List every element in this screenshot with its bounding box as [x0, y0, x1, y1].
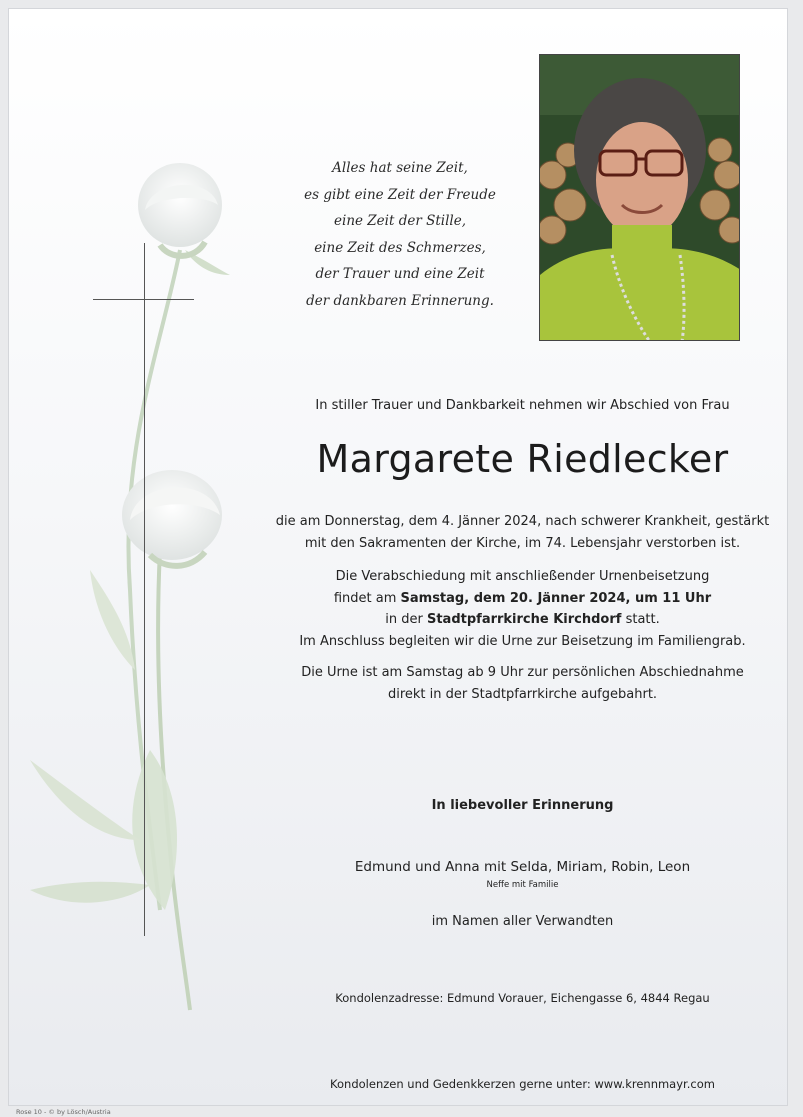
- poem-line: der Trauer und eine Zeit: [315, 266, 485, 283]
- ceremony-date: Samstag, dem 20. Jänner 2024, um 11 Uhr: [400, 590, 712, 606]
- death-notice-line: die am Donnerstag, dem 4. Jänner 2024, nach schwerer Krankheit, gestärkt: [275, 514, 770, 529]
- cross-bar: [93, 299, 194, 300]
- urn-viewing-line: Die Urne ist am Samstag ab 9 Uhr zur persönlichen Abschiednahme: [301, 665, 744, 680]
- ceremony-line: [270, 609, 775, 631]
- ceremony-place-suffix: statt.: [621, 612, 660, 627]
- poem-line: Alles hat seine Zeit,: [332, 160, 468, 176]
- white-rose-icon: [20, 150, 240, 1030]
- poem-line: der dankbaren Erinnerung.: [306, 292, 494, 309]
- footer-credit: Rose 10 - © by Lösch/Austria: [16, 1108, 111, 1116]
- poem: [280, 155, 520, 315]
- portrait-photo: [539, 54, 740, 341]
- poem-line: eine Zeit des Schmerzes,: [314, 239, 486, 256]
- ceremony-info: [270, 566, 775, 652]
- ceremony-line: Im Anschluss begleiten wir die Urne zur Beisetzung im Familiengrab.: [299, 633, 746, 649]
- ceremony-line: [270, 588, 775, 610]
- condolence-website: Kondolenzen und Gedenkkerzen gerne unter: www.krennmayr.com: [330, 1077, 715, 1091]
- poem-line: eine Zeit der Stille,: [334, 213, 466, 230]
- death-notice-line: mit den Sakramenten der Kirche, im 74. Lebensjahr verstorben ist.: [304, 535, 741, 551]
- condolence-address: Kondolenzadresse: Edmund Vorauer, Eichengasse 6, 4844 Regau: [335, 991, 710, 1005]
- ceremony-date-prefix: findet am: [333, 590, 401, 606]
- relatives-text: im Namen aller Verwandten: [431, 914, 614, 929]
- deceased-name: Margarete Riedlecker: [316, 437, 729, 481]
- memory-heading: In liebevoller Erinnerung: [431, 798, 614, 813]
- urn-viewing-line: direkt in der Stadtpfarrkirche aufgebahrt.: [387, 686, 658, 702]
- intro-text: In stiller Trauer und Dankbarkeit nehmen wir Abschied von Frau: [315, 398, 730, 413]
- cross-icon: [144, 243, 145, 936]
- family-names: Edmund und Anna mit Selda, Miriam, Robin, Leon: [354, 859, 691, 875]
- ceremony-place-prefix: in der: [385, 612, 427, 627]
- family-relation: Neffe mit Familie: [486, 880, 559, 890]
- ceremony-line: Die Verabschiedung mit anschließender Urnenbeisetzung: [335, 569, 710, 584]
- death-notice: [270, 511, 775, 554]
- ceremony-place: Stadtpfarrkirche Kirchdorf: [426, 612, 622, 627]
- urn-viewing: [270, 662, 775, 705]
- poem-line: es gibt eine Zeit der Freude: [304, 186, 496, 203]
